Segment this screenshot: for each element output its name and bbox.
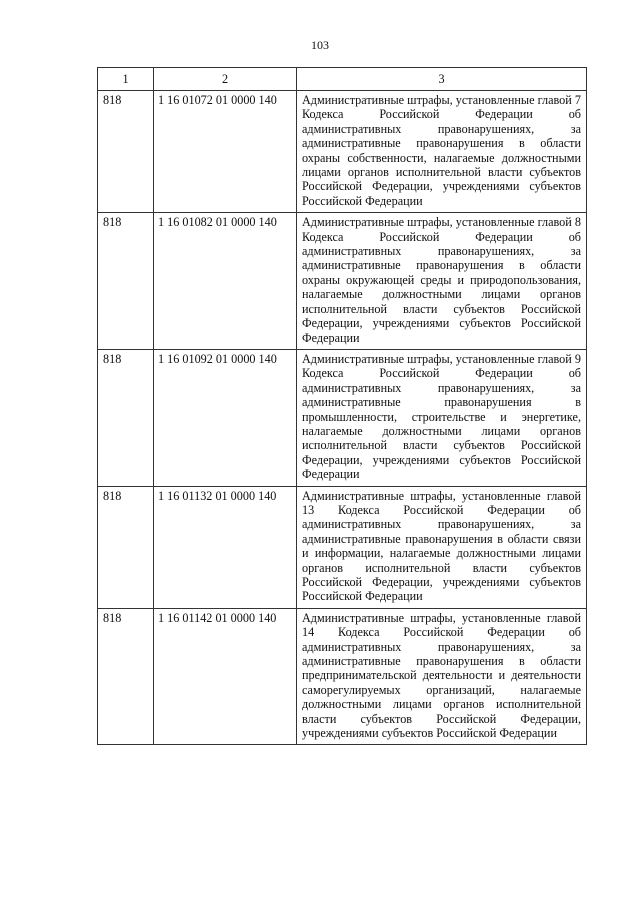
- admin-code-cell: 818: [98, 486, 154, 608]
- description-cell: Административные штрафы, установленные главой 13 Кодекса Российской Федерации об административных правонарушениях, за административные правонарушения в области связи и информации, налагаемые должностными лицами органов исполнительной власти субъектов Российской Федерации, учреждениями субъектов Российской Федерации: [297, 486, 587, 608]
- page-number: 103: [311, 38, 329, 52]
- revenue-code-table: [97, 67, 587, 745]
- admin-code-cell: 818: [98, 349, 154, 486]
- description-cell: Административные штрафы, установленные главой 7 Кодекса Российской Федерации об административных правонарушениях, за административные правонарушения в области охраны собственности, налагаемые должностными лицами органов исполнительной власти субъектов Российской Федерации, учреждениями субъектов Российской Федерации: [297, 91, 587, 213]
- table-row: [98, 486, 587, 608]
- table-row: [98, 608, 587, 745]
- admin-code-cell: 818: [98, 213, 154, 350]
- description-cell: Административные штрафы, установленные главой 8 Кодекса Российской Федерации об административных правонарушениях, за административные правонарушения в области охраны окружающей среды и природопользования, налагаемые должностными лицами органов исполнительной власти субъектов Российской Федерации, учреждениями субъектов Российской Федерации: [297, 213, 587, 350]
- column-header-1: 1: [98, 68, 154, 91]
- column-header-3: 3: [297, 68, 587, 91]
- description-cell: Административные штрафы, установленные главой 14 Кодекса Российской Федерации об административных правонарушениях, за административные правонарушения в области предпринимательской деятельности и деятельности саморегулируемых организаций, налагаемые должностными лицами органов исполнительной власти субъектов Российской Федерации, учреждениями субъектов Российской Федерации: [297, 608, 587, 745]
- revenue-code-cell: 1 16 01092 01 0000 140: [154, 349, 297, 486]
- table-row: [98, 349, 587, 486]
- admin-code-cell: 818: [98, 608, 154, 745]
- table-row: [98, 91, 587, 213]
- revenue-code-cell: 1 16 01142 01 0000 140: [154, 608, 297, 745]
- revenue-code-cell: 1 16 01082 01 0000 140: [154, 213, 297, 350]
- description-cell: Административные штрафы, установленные главой 9 Кодекса Российской Федерации об административных правонарушениях, за административные правонарушения в промышленности, строительстве и энергетике, налагаемые должностными лицами органов исполнительной власти субъектов Российской Федерации, учреждениями субъектов Российской Федерации: [297, 349, 587, 486]
- column-header-2: 2: [154, 68, 297, 91]
- revenue-code-cell: 1 16 01072 01 0000 140: [154, 91, 297, 213]
- table-header-row: [98, 68, 587, 91]
- revenue-code-cell: 1 16 01132 01 0000 140: [154, 486, 297, 608]
- table-row: [98, 213, 587, 350]
- admin-code-cell: 818: [98, 91, 154, 213]
